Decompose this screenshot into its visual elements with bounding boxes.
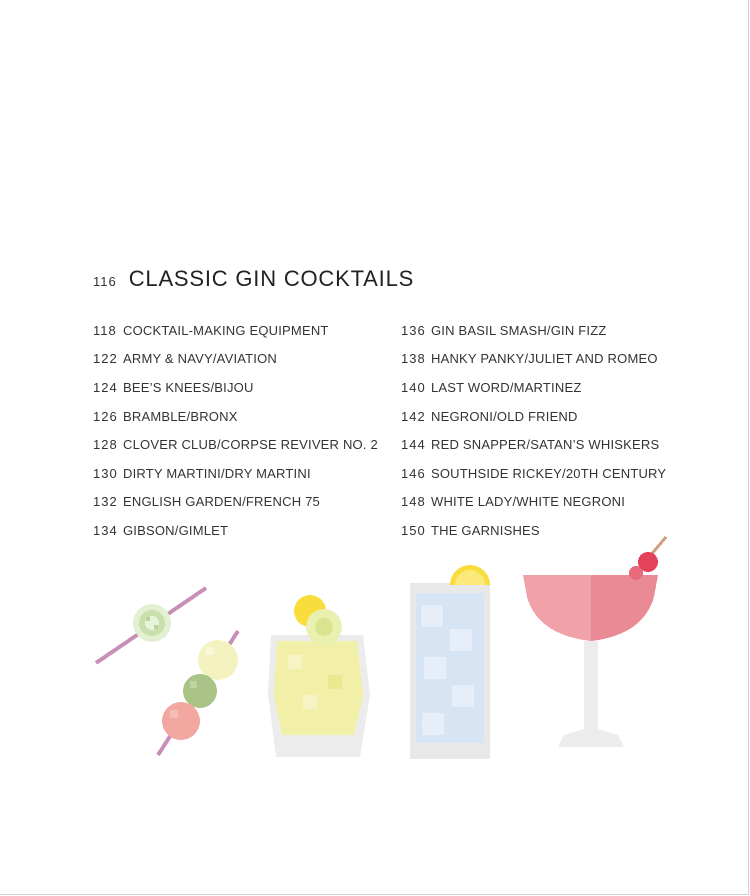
toc-entry[interactable] (401, 430, 666, 459)
toc-title: CLOVER CLUB/CORPSE REVIVER NO. 2 (123, 437, 378, 453)
toc-page-number: 144 (401, 437, 426, 453)
toc-title: DIRTY MARTINI/DRY MARTINI (123, 465, 311, 481)
toc-entry[interactable] (93, 402, 378, 431)
toc-page-number: 148 (401, 494, 426, 510)
toc-page-number: 138 (401, 351, 426, 367)
toc-page-number: 118 (93, 322, 117, 338)
toc-page-number: 128 (93, 437, 118, 453)
fruit-skewer-icon (158, 631, 238, 755)
toc-entry[interactable] (93, 316, 378, 345)
toc-entry[interactable] (93, 459, 378, 488)
toc-title: BRAMBLE/BRONX (123, 408, 238, 424)
toc-entry[interactable] (93, 345, 378, 374)
toc-page-number: 140 (401, 379, 426, 395)
toc-page-number: 146 (401, 465, 426, 481)
toc-page-number: 142 (401, 408, 426, 424)
toc-page-number: 132 (93, 494, 118, 510)
toc-title: WHITE LADY/WHITE NEGRONI (431, 494, 626, 510)
toc-page-number: 136 (401, 322, 426, 338)
toc-title: LAST WORD/MARTINEZ (431, 379, 582, 395)
toc-entry[interactable] (93, 430, 378, 459)
toc-column-right (401, 316, 666, 545)
toc-page-number: 124 (93, 379, 118, 395)
section-page-number: 116 (93, 274, 117, 289)
toc-entry[interactable] (401, 459, 666, 488)
toc-title: RED SNAPPER/SATAN’S WHISKERS (431, 437, 660, 453)
toc-title: THE GARNISHES (431, 522, 540, 538)
section-header (93, 266, 414, 292)
toc-page-number: 150 (401, 522, 426, 538)
toc-title: GIBSON/GIMLET (123, 522, 229, 538)
toc-entry[interactable] (401, 345, 666, 374)
toc-title: SOUTHSIDE RICKEY/20TH CENTURY (431, 465, 667, 481)
toc-page-number: 126 (93, 408, 118, 424)
toc-title: GIN BASIL SMASH/GIN FIZZ (431, 322, 607, 338)
toc-page-number: 122 (93, 351, 118, 367)
toc-entry[interactable] (401, 316, 666, 345)
toc-title: COCKTAIL-MAKING EQUIPMENT (123, 322, 329, 338)
toc-title: ARMY & NAVY/AVIATION (123, 351, 278, 367)
cocktail-illustration (88, 535, 688, 770)
garnish-skewer-icon (96, 588, 206, 663)
lemon-cocktail-glass-icon (268, 595, 370, 757)
toc-column-left (93, 316, 378, 545)
section-title: CLASSIC GIN COCKTAILS (128, 266, 415, 291)
toc-page-number: 130 (93, 465, 118, 481)
toc-title: ENGLISH GARDEN/FRENCH 75 (123, 494, 320, 510)
toc-entry[interactable] (93, 373, 378, 402)
highball-glass-icon (410, 565, 490, 759)
toc-page-number: 134 (93, 522, 118, 538)
toc-title: HANKY PANKY/JULIET AND ROMEO (431, 351, 658, 367)
toc-entry[interactable] (401, 402, 666, 431)
toc-entry[interactable] (401, 488, 666, 517)
toc-title: BEE’S KNEES/BIJOU (123, 379, 254, 395)
coupe-glass-icon (523, 537, 666, 747)
toc-entry[interactable] (93, 488, 378, 517)
toc-entry[interactable] (401, 373, 666, 402)
toc-title: NEGRONI/OLD FRIEND (431, 408, 578, 424)
